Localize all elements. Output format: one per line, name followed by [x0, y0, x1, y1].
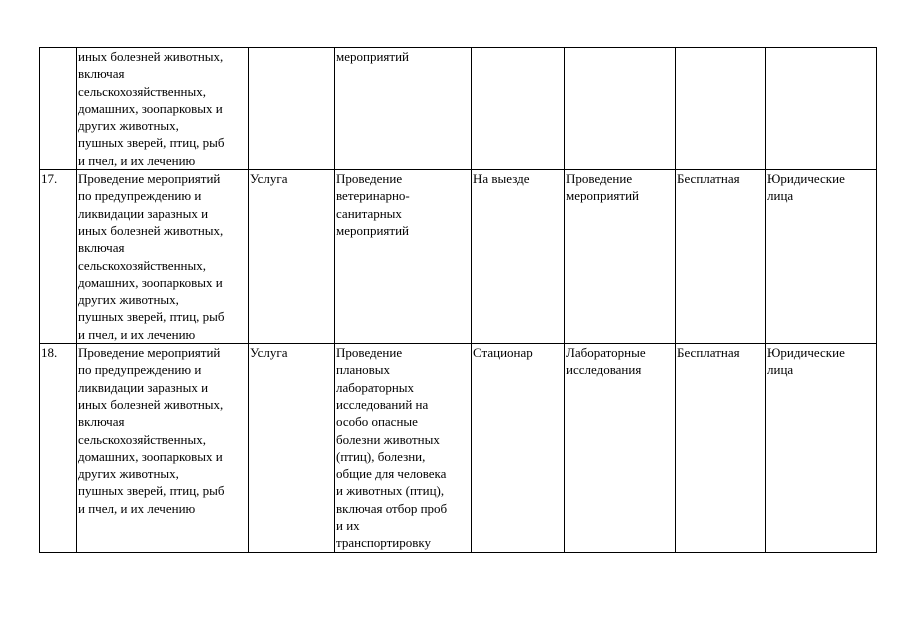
service-place-cell [472, 170, 565, 344]
cell-text-line: Юридические [767, 171, 845, 187]
cell-text-line: мероприятий [336, 222, 409, 238]
cell-text-line: включая [78, 414, 125, 430]
cell-text-line: санитарных [336, 205, 402, 221]
cell-text-line: по предупреждению и [78, 362, 202, 378]
cell-text-line: включая [78, 66, 125, 82]
cell-text-line: других животных, [78, 466, 179, 482]
cell-text-line: Проведение мероприятий [78, 345, 221, 361]
cell-text-line: мероприятий [336, 49, 409, 64]
cell-text-line: домашних, зоопарковых и [78, 100, 223, 116]
cell-text-line: ветеринарно- [336, 188, 410, 204]
cell-text-line: Лабораторные [566, 345, 646, 361]
row-number: 18. [41, 345, 58, 361]
service-name-cell [77, 48, 249, 170]
cell-text-line: пушных зверей, птиц, рыб [78, 135, 225, 151]
service-place-cell [472, 48, 565, 170]
cell-text-line: иных болезней животных, [78, 49, 224, 64]
cell-text-line: исследования [566, 362, 642, 378]
cell-text-line: и животных (птиц), [336, 483, 445, 499]
cell-text-line: домашних, зоопарковых и [78, 274, 223, 290]
service-result-cell [565, 344, 676, 553]
cell-text-line: и пчел, и их лечению [78, 152, 196, 168]
row-number-cell [40, 170, 77, 344]
cell-text-line: других животных, [78, 118, 179, 134]
cell-text-line: по предупреждению и [78, 188, 202, 204]
service-recipients-cell [766, 170, 877, 344]
service-kind-cell [249, 170, 335, 344]
service-kind-cell [249, 344, 335, 553]
cell-text-line: других животных, [78, 292, 179, 308]
cell-text-line: и пчел, и их лечению [78, 500, 196, 516]
cell-text-line: Услуга [250, 171, 288, 187]
service-content-cell [335, 344, 472, 553]
cell-text-line: ликвидации заразных и [78, 379, 209, 395]
service-content-cell [335, 170, 472, 344]
cell-text-line: Проведение [336, 345, 403, 361]
cell-text-line: лабораторных [336, 379, 415, 395]
cell-text-line: болезни животных [336, 431, 440, 447]
service-result-cell [565, 170, 676, 344]
service-result-cell [565, 48, 676, 170]
table-row [40, 344, 877, 553]
cell-text-line: исследований на [336, 396, 429, 412]
cell-text-line: общие для человека [336, 466, 447, 482]
cell-text-line: и их [336, 518, 360, 534]
cell-text-line: иных болезней животных, [78, 396, 224, 412]
cell-text-line: домашних, зоопарковых и [78, 448, 223, 464]
cell-text-line: Юридические [767, 345, 845, 361]
cell-text-line: пушных зверей, птиц, рыб [78, 483, 225, 499]
cell-text-line: лица [767, 188, 794, 204]
cell-text-line: плановых [336, 362, 391, 378]
cell-text-line: На выезде [473, 171, 530, 187]
service-kind-cell [249, 48, 335, 170]
cell-text-line: иных болезней животных, [78, 222, 224, 238]
cell-text-line: сельскохозяйственных, [78, 257, 206, 273]
row-number: 17. [41, 171, 58, 187]
cell-text-line: включая [78, 240, 125, 256]
service-payment-cell [676, 344, 766, 553]
cell-text-line: Бесплатная [677, 345, 740, 361]
cell-text-line: особо опасные [336, 414, 418, 430]
table-row [40, 48, 877, 170]
cell-text-line: лица [767, 362, 794, 378]
table-row [40, 170, 877, 344]
service-recipients-cell [766, 48, 877, 170]
service-recipients-cell [766, 344, 877, 553]
cell-text-line: сельскохозяйственных, [78, 431, 206, 447]
service-content-cell [335, 48, 472, 170]
services-table [39, 47, 877, 553]
service-payment-cell [676, 170, 766, 344]
row-number-cell [40, 48, 77, 170]
service-place-cell [472, 344, 565, 553]
cell-text-line: (птиц), болезни, [336, 448, 426, 464]
cell-text-line: Стационар [473, 345, 533, 361]
cell-text-line: включая отбор проб [336, 500, 448, 516]
cell-text-line: Бесплатная [677, 171, 740, 187]
cell-text-line: транспортировку [336, 535, 432, 551]
row-number-cell [40, 344, 77, 553]
cell-text-line: ликвидации заразных и [78, 205, 209, 221]
service-name-cell [77, 170, 249, 344]
cell-text-line: Услуга [250, 345, 288, 361]
service-name-cell [77, 344, 249, 553]
cell-text-line: пушных зверей, птиц, рыб [78, 309, 225, 325]
service-payment-cell [676, 48, 766, 170]
cell-text-line: сельскохозяйственных, [78, 83, 206, 99]
cell-text-line: Проведение [336, 171, 403, 187]
cell-text-line: и пчел, и их лечению [78, 326, 196, 342]
cell-text-line: мероприятий [566, 188, 639, 204]
cell-text-line: Проведение мероприятий [78, 171, 221, 187]
cell-text-line: Проведение [566, 171, 633, 187]
